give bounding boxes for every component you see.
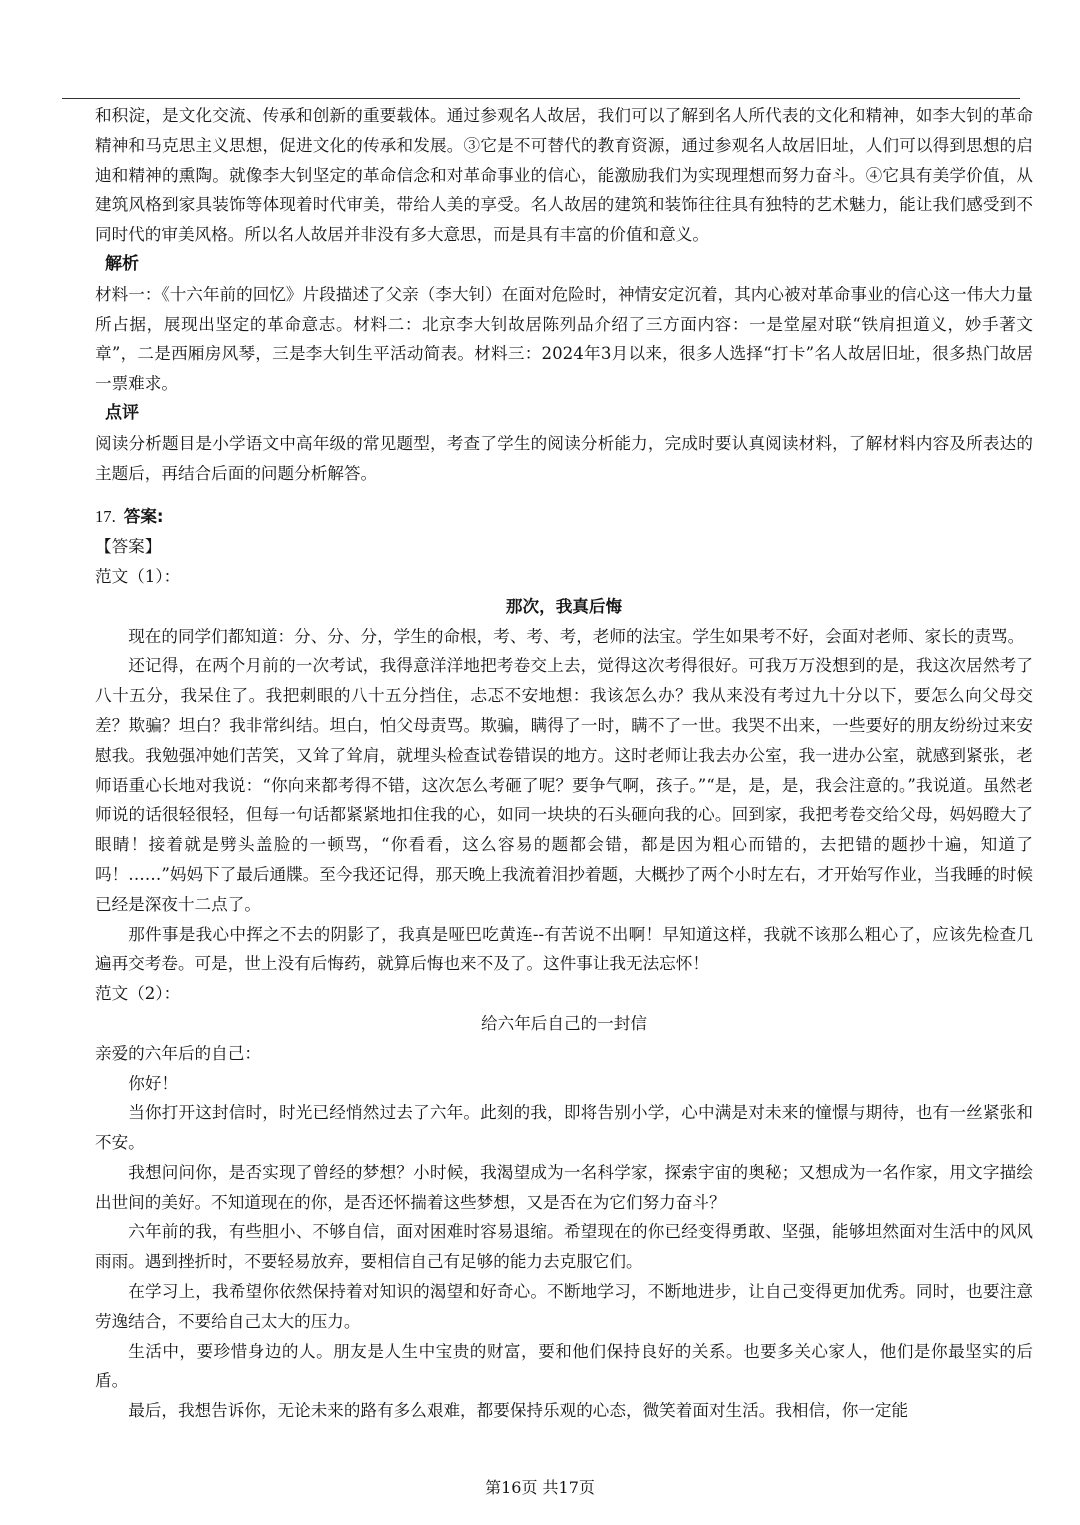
question-17-heading [95, 502, 1033, 532]
essay2-paragraph: 最后，我想告诉你，无论未来的路有多么艰难，都要保持乐观的心态，微笑着面对生活。我相信，你一定能 [128, 1401, 909, 1421]
continuation-paragraph: 和积淀，是文化交流、传承和创新的重要载体。通过参观名人故居，我们可以了解到名人所代表的文化和精神，如李大钊的革命精神和马克思主义思想，促进文化的传承和发展。③它是不可替代的教育资源，通过参观名人故居旧址，人们可以得到思想的启迪和精神的熏陶。就像李大钊坚定的革命信念和对革命事业的信心，能激励我们为实现理想而努力奋斗。④它具有美学价值，从建筑风格到家具装饰等体现着时代审美，带给人美的享受。名人故居的建筑和装饰往往具有独特的艺术魅力，能让我们感受到不同时代的审美风格。所以名人故居并非没有多大意思，而是具有丰富的价值和意义。 [95, 106, 1033, 245]
question-number: 17. [95, 507, 116, 527]
essay2-paragraph: 生活中，要珍惜身边的人。朋友是人生中宝贵的财富，要和他们保持良好的关系。也要多关心家人，他们是你最坚实的后盾。 [95, 1341, 1033, 1391]
essay2-paragraph: 六年前的我，有些胆小、不够自信，面对困难时容易退缩。希望现在的你已经变得勇敢、坚强，能够坦然面对生活中的风风雨雨。遇到挫折时，不要轻易放弃，要相信自己有足够的能力去克服它们。 [95, 1222, 1033, 1272]
page-content [95, 101, 1033, 1426]
essay1-label: 范文（1）： [95, 566, 181, 586]
comment-text: 阅读分析题目是小学语文中高年级的常见题型，考查了学生的阅读分析能力，完成时要认真阅读材料，了解材料内容及所表达的主题后，再结合后面的问题分析解答。 [95, 433, 1033, 483]
essay2-paragraph: 在学习上，我希望你依然保持着对知识的渴望和好奇心。不断地学习，不断地进步，让自己变得更加优秀。同时，也要注意劳逸结合，不要给自己太大的压力。 [95, 1282, 1033, 1331]
essay1-paragraph: 还记得，在两个月前的一次考试，我得意洋洋地把考卷交上去，觉得这次考得很好。可我万万没想到的是，我这次居然考了八十五分，我呆住了。我把刺眼的八十五分挡住，忐忑不安地想：我该怎么办？我从来没有考过九十分以下，要怎么向父母交差？欺骗？坦白？我非常纠结。坦白，怕父母责骂。欺骗，瞒得了一时，瞒不了一世。我哭不出来，一些要好的朋友纷纷过来安慰我。我勉强冲她们苦笑，又耸了耸肩，就埋头检查试卷错误的地方。这时老师让我去办公室，我一进办公室，就感到紧张，老师语重心长地对我说：“你向来都考得不错，这次怎么考砸了呢？要争气啊，孩子。”“是，是，是，我会注意的。”我说道。虽然老师说的话很轻很轻，但每一句话都紧紧地扣住我的心，如同一块块的石头砸向我的心。回到家，我把考卷交给父母，妈妈瞪大了眼睛！接着就是劈头盖脸的一顿骂，“你看看，这么容易的题都会错，都是因为粗心而错的，去把错的题抄十遍，知道了吗！……”妈妈下了最后通牒。至今我还记得，那天晚上我流着泪抄着题，大概抄了两个小时左右，才开始写作业，当我睡的时候已经是深夜十二点了。 [95, 656, 1033, 914]
header-rule [62, 98, 1020, 99]
question-answer-label: 答案: [123, 507, 164, 527]
analysis-label: 解析 [105, 253, 139, 274]
essay2-label: 范文（2）： [95, 984, 181, 1004]
essay1-paragraph: 现在的同学们都知道：分、分、分，学生的命根，考、考、考，老师的法宝。学生如果考不好，会面对老师、家长的责骂。 [128, 626, 1025, 646]
essay2-salutation: 亲爱的六年后的自己： [95, 1043, 261, 1063]
analysis-text: 材料一：《十六年前的回忆》片段描述了父亲（李大钊）在面对危险时，神情安定沉着，其内心被对革命事业的信心这一伟大力量所占据，展现出坚定的革命意志。材料二：北京李大钊故居陈列品介绍了三方面内容：一是堂屋对联“铁肩担道义，妙手著文章”，二是西厢房风琴，三是李大钊生平活动简表。材料三：2024年3月以来，很多人选择“打卡”名人故居旧址，很多热门故居一票难求。 [95, 284, 1033, 394]
essay2-title: 给六年后自己的一封信 [481, 1013, 647, 1033]
answer-bracket-label: 【答案】 [95, 537, 162, 557]
essay1-title: 那次，我真后悔 [505, 596, 623, 616]
essay2-paragraph: 我想问问你，是否实现了曾经的梦想？小时候，我渴望成为一名科学家，探索宇宙的奥秘；又想成为一名作家，用文字描绘出世间的美好。不知道现在的你，是否还怀揣着这些梦想，又是否在为它们努力奋斗？ [95, 1162, 1033, 1212]
page-footer: 第16页 共17页 [485, 1478, 595, 1497]
essay2-paragraph: 当你打开这封信时，时光已经悄然过去了六年。此刻的我，即将告别小学，心中满是对未来的憧憬与期待，也有一丝紧张和不安。 [95, 1103, 1033, 1153]
comment-label: 点评 [105, 402, 139, 423]
essay1-paragraph: 那件事是我心中挥之不去的阴影了，我真是哑巴吃黄连--有苦说不出啊！早知道这样，我就不该那么粗心了，应该先检查几遍再交考卷。可是，世上没有后悔药，就算后悔也来不及了。这件事让我无法忘怀！ [95, 924, 1033, 974]
essay2-paragraph: 你好！ [128, 1073, 178, 1093]
